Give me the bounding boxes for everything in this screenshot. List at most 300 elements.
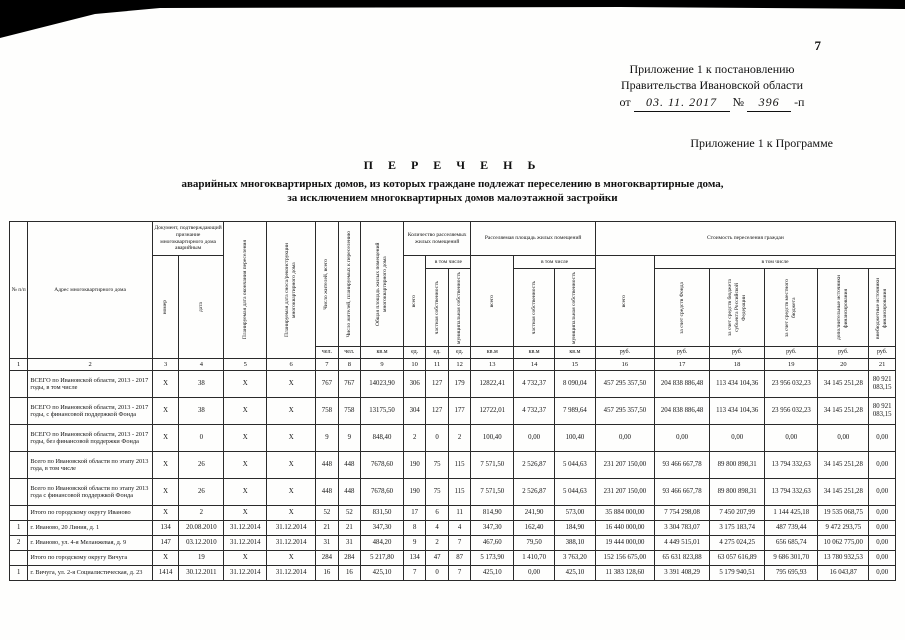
cell-c_loc: 487 739,44	[765, 521, 818, 536]
cell-doc_no: X	[152, 398, 179, 425]
cell-num: 1	[10, 521, 28, 536]
cell-c_reg: 113 434 104,36	[710, 398, 765, 425]
header-area-total: всего	[471, 256, 514, 347]
appendix-line-2: Правительства Ивановской области	[620, 77, 804, 92]
header-units-total: всего	[403, 256, 425, 347]
cell-res_total: 758	[316, 398, 338, 425]
cell-address: г. Иваново, 20 Линия, д. 1	[28, 521, 153, 536]
scan-artifact-top	[0, 0, 905, 42]
unit-label: кв.м	[471, 347, 514, 359]
cell-demolish: X	[267, 398, 316, 425]
unit-label: руб.	[869, 347, 896, 359]
cell-c_total: 457 295 357,50	[595, 398, 654, 425]
header-demolish-date: Планируемая дата сноса/реконструкции многоквартирного дома	[267, 222, 316, 359]
cell-u_mun: 115	[448, 452, 470, 479]
cell-address: Всего по Ивановской области по этапу 2013 года, в том числе	[28, 452, 153, 479]
title-line-3: за исключением многоквартирных домов малоэтажной застройки	[287, 192, 618, 205]
cell-c_total: 231 207 150,00	[595, 452, 654, 479]
cell-a_priv: 2 526,87	[514, 452, 555, 479]
cell-a_priv: 0,00	[514, 566, 555, 581]
cell-c_extra: 0,00	[869, 566, 896, 581]
cell-c_extra: 0,00	[869, 479, 896, 506]
cell-res_plan: 448	[338, 479, 360, 506]
col-number: 8	[338, 359, 360, 371]
cell-u_mun: 115	[448, 479, 470, 506]
cell-address: ВСЕГО по Ивановской области, 2013 - 2017 годы, без финансовой поддержки Фонда	[28, 425, 153, 452]
header-units-private: частная собственность	[426, 269, 448, 347]
cell-num	[10, 479, 28, 506]
header-doc-date: дата	[179, 256, 224, 359]
cell-resettle: X	[224, 398, 267, 425]
cell-doc_no: X	[152, 551, 179, 566]
page-number: 7	[814, 38, 821, 53]
cell-c_fund: 93 466 667,78	[655, 479, 710, 506]
header-cost-region: за счет средств бюджета субъекта Российской Федерации	[710, 269, 765, 347]
cell-res_plan: 448	[338, 452, 360, 479]
cell-c_fund: 4 449 515,01	[655, 536, 710, 551]
cell-a_total: 467,60	[471, 536, 514, 551]
cell-c_total: 19 444 000,00	[595, 536, 654, 551]
cell-num	[10, 452, 28, 479]
cell-resettle: X	[224, 479, 267, 506]
cell-c_extra: 0,00	[869, 536, 896, 551]
cell-area: 484,20	[361, 536, 404, 551]
table-row	[10, 566, 896, 581]
cell-c_fund: 204 838 886,48	[655, 398, 710, 425]
cell-c_total: 11 383 128,60	[595, 566, 654, 581]
cell-num: 1	[10, 566, 28, 581]
cell-u_total: 190	[403, 479, 425, 506]
table-row	[10, 479, 896, 506]
cell-demolish: X	[267, 425, 316, 452]
cell-u_priv: 127	[426, 398, 448, 425]
cell-a_mun: 573,00	[555, 506, 596, 521]
cell-u_mun: 7	[448, 566, 470, 581]
header-doc-group: Документ, подтверждающий признание многоквартирного дома аварийным	[152, 222, 223, 256]
cell-res_plan: 758	[338, 398, 360, 425]
cell-c_total: 35 884 000,00	[595, 506, 654, 521]
cell-doc_no: 1414	[152, 566, 179, 581]
cell-res_total: 448	[316, 452, 338, 479]
cell-a_total: 12722,01	[471, 398, 514, 425]
cell-resettle: X	[224, 371, 267, 398]
appendix-block	[587, 62, 837, 112]
cell-res_plan: 284	[338, 551, 360, 566]
header-resettle-date: Планируемая дата окончания переселения	[224, 222, 267, 359]
handwritten-date: 03. 11. 2017	[634, 95, 730, 112]
col-number: 2	[28, 359, 153, 371]
cell-res_plan: 16	[338, 566, 360, 581]
unit-label: руб.	[765, 347, 818, 359]
unit-label: ед.	[426, 347, 448, 359]
cell-res_plan: 767	[338, 371, 360, 398]
header-cost-incl: в том числе	[655, 256, 896, 269]
table-row	[10, 371, 896, 398]
cell-res_total: 284	[316, 551, 338, 566]
cell-demolish: 31.12.2014	[267, 536, 316, 551]
col-number: 12	[448, 359, 470, 371]
cell-a_priv: 162,40	[514, 521, 555, 536]
cell-a_total: 12822,41	[471, 371, 514, 398]
cell-c_add: 34 145 251,28	[818, 452, 869, 479]
cell-resettle: X	[224, 551, 267, 566]
cell-u_priv: 75	[426, 479, 448, 506]
unit-label: ед.	[403, 347, 425, 359]
cell-area: 347,30	[361, 521, 404, 536]
cell-demolish: X	[267, 551, 316, 566]
cell-c_total: 231 207 150,00	[595, 479, 654, 506]
cell-res_plan: 31	[338, 536, 360, 551]
cell-c_add: 0,00	[818, 425, 869, 452]
cell-c_reg: 7 450 207,99	[710, 506, 765, 521]
cell-doc_no: 134	[152, 521, 179, 536]
cell-res_plan: 21	[338, 521, 360, 536]
cell-c_add: 34 145 251,28	[818, 479, 869, 506]
col-number: 11	[426, 359, 448, 371]
cell-c_total: 0,00	[595, 425, 654, 452]
cell-u_mun: 7	[448, 536, 470, 551]
cell-c_reg: 89 800 898,31	[710, 452, 765, 479]
col-number: 15	[555, 359, 596, 371]
cell-a_total: 5 173,90	[471, 551, 514, 566]
unit-label: чел.	[338, 347, 360, 359]
cell-resettle: 31.12.2014	[224, 566, 267, 581]
cell-num	[10, 425, 28, 452]
cell-address: ВСЕГО по Ивановской области, 2013 - 2017 годы, в том числе	[28, 371, 153, 398]
cell-a_total: 347,30	[471, 521, 514, 536]
col-number: 4	[179, 359, 224, 371]
cell-u_priv: 47	[426, 551, 448, 566]
col-number: 16	[595, 359, 654, 371]
col-number: 1	[10, 359, 28, 371]
cell-res_total: 52	[316, 506, 338, 521]
cell-a_total: 814,90	[471, 506, 514, 521]
unit-label: руб.	[818, 347, 869, 359]
cell-resettle: 31.12.2014	[224, 521, 267, 536]
unit-label: ед.	[448, 347, 470, 359]
unit-label: руб.	[595, 347, 654, 359]
cell-u_total: 17	[403, 506, 425, 521]
header-cost-total: всего	[595, 256, 654, 347]
unit-label: кв.м	[555, 347, 596, 359]
title-word: П Е Р Е Ч Е Н Ь	[363, 158, 542, 172]
cell-c_extra: 0,00	[869, 551, 896, 566]
cell-u_priv: 75	[426, 452, 448, 479]
unit-label: чел.	[316, 347, 338, 359]
cell-doc_no: 147	[152, 536, 179, 551]
cell-doc_date: 26	[179, 479, 224, 506]
cell-demolish: X	[267, 371, 316, 398]
cell-c_loc: 1 144 425,18	[765, 506, 818, 521]
table-row	[10, 551, 896, 566]
cell-u_priv: 2	[426, 536, 448, 551]
cell-doc_date: 0	[179, 425, 224, 452]
cell-c_reg: 5 179 940,51	[710, 566, 765, 581]
unit-label: руб.	[710, 347, 765, 359]
cell-doc_date: 38	[179, 398, 224, 425]
handwritten-number: 396	[747, 95, 791, 112]
number-suffix: -п	[794, 95, 805, 110]
cell-num: 2	[10, 536, 28, 551]
header-cost-local: за счет средств местного бюджета	[765, 269, 818, 347]
cell-doc_no: X	[152, 371, 179, 398]
cell-u_mun: 179	[448, 371, 470, 398]
cell-c_fund: 93 466 667,78	[655, 452, 710, 479]
cell-c_fund: 3 304 783,07	[655, 521, 710, 536]
cell-u_mun: 177	[448, 398, 470, 425]
cell-c_total: 457 295 357,50	[595, 371, 654, 398]
appendix-line-1: Приложение 1 к постановлению	[629, 62, 795, 76]
header-doc-number: номер	[152, 256, 179, 359]
cell-res_plan: 9	[338, 425, 360, 452]
cell-a_total: 100,40	[471, 425, 514, 452]
header-area-municipal: муниципальная собственность	[555, 269, 596, 347]
cell-c_reg: 0,00	[710, 425, 765, 452]
cell-c_loc: 13 794 332,63	[765, 452, 818, 479]
cell-c_fund: 3 391 408,29	[655, 566, 710, 581]
table-row	[10, 425, 896, 452]
from-label: от	[619, 95, 631, 110]
cell-res_total: 31	[316, 536, 338, 551]
document-title	[0, 158, 905, 206]
cell-doc_no: X	[152, 479, 179, 506]
header-units-incl: в том числе	[426, 256, 471, 269]
table-row	[10, 452, 896, 479]
cell-res_plan: 52	[338, 506, 360, 521]
cell-area: 5 217,80	[361, 551, 404, 566]
cell-a_priv: 4 732,37	[514, 398, 555, 425]
cell-res_total: 448	[316, 479, 338, 506]
col-number: 17	[655, 359, 710, 371]
cell-num	[10, 506, 28, 521]
cell-doc_date: 38	[179, 371, 224, 398]
cell-res_total: 21	[316, 521, 338, 536]
col-number: 10	[403, 359, 425, 371]
cell-demolish: X	[267, 452, 316, 479]
appendix-program-line: Приложение 1 к Программе	[690, 136, 833, 150]
cell-c_add: 16 043,87	[818, 566, 869, 581]
cell-num	[10, 551, 28, 566]
header-num: № п/п	[10, 222, 28, 359]
cell-c_loc: 13 794 332,63	[765, 479, 818, 506]
cell-c_loc: 23 956 032,23	[765, 398, 818, 425]
cell-num	[10, 398, 28, 425]
cell-demolish: 31.12.2014	[267, 566, 316, 581]
cell-c_extra: 0,00	[869, 425, 896, 452]
cell-doc_date: 30.12.2011	[179, 566, 224, 581]
cell-doc_date: 19	[179, 551, 224, 566]
table-row	[10, 521, 896, 536]
unit-label: кв.м	[361, 347, 404, 359]
col-number: 7	[316, 359, 338, 371]
cell-c_add: 9 472 293,75	[818, 521, 869, 536]
cell-a_mun: 425,10	[555, 566, 596, 581]
header-residents-plan: Число жителей, планируемых к переселению	[338, 222, 360, 347]
cell-a_priv: 4 732,37	[514, 371, 555, 398]
header-area-group: Расселяемая площадь жилых помещений	[471, 222, 596, 256]
cell-address: г. Вичуга, ул. 2-я Социалистическая, д. 23	[28, 566, 153, 581]
cell-c_extra: 80 921 083,15	[869, 371, 896, 398]
cell-doc_date: 2	[179, 506, 224, 521]
cell-u_priv: 6	[426, 506, 448, 521]
cell-c_fund: 0,00	[655, 425, 710, 452]
col-number: 18	[710, 359, 765, 371]
order-number-line	[587, 95, 837, 112]
cell-c_extra: 0,00	[869, 452, 896, 479]
unit-label: руб.	[655, 347, 710, 359]
cell-address: Итого по городскому округу Вичуга	[28, 551, 153, 566]
header-area-incl: в том числе	[514, 256, 596, 269]
cell-area: 831,50	[361, 506, 404, 521]
cell-c_loc: 23 956 032,23	[765, 371, 818, 398]
cell-u_priv: 4	[426, 521, 448, 536]
header-cost-group: Стоимость переселения граждан	[595, 222, 895, 256]
header-address: Адрес многоквартирного дома	[28, 222, 153, 359]
cell-a_priv: 79,50	[514, 536, 555, 551]
table-row	[10, 506, 896, 521]
cell-c_reg: 4 275 024,25	[710, 536, 765, 551]
cell-u_priv: 0	[426, 425, 448, 452]
cell-resettle: 31.12.2014	[224, 536, 267, 551]
cell-c_reg: 3 175 183,74	[710, 521, 765, 536]
cell-c_add: 13 780 932,53	[818, 551, 869, 566]
cell-area: 425,10	[361, 566, 404, 581]
col-number: 9	[361, 359, 404, 371]
cell-c_loc: 0,00	[765, 425, 818, 452]
col-number: 14	[514, 359, 555, 371]
col-number: 3	[152, 359, 179, 371]
cell-c_fund: 7 754 298,08	[655, 506, 710, 521]
cell-res_total: 16	[316, 566, 338, 581]
cell-a_priv: 1 410,70	[514, 551, 555, 566]
cell-doc_no: X	[152, 425, 179, 452]
cell-c_fund: 204 838 886,48	[655, 371, 710, 398]
cell-area: 7678,60	[361, 452, 404, 479]
colnums-row	[10, 359, 896, 371]
cell-u_mun: 87	[448, 551, 470, 566]
cell-c_total: 16 440 000,00	[595, 521, 654, 536]
cell-a_mun: 8 090,04	[555, 371, 596, 398]
header-units-municipal: муниципальная собственность	[448, 269, 470, 347]
col-number: 19	[765, 359, 818, 371]
cell-demolish: X	[267, 479, 316, 506]
cell-demolish: X	[267, 506, 316, 521]
header-cost-fund: за счет средств Фонда	[655, 269, 710, 347]
cell-area: 848,40	[361, 425, 404, 452]
cell-area: 13175,50	[361, 398, 404, 425]
cell-area: 14023,90	[361, 371, 404, 398]
cell-a_total: 7 571,50	[471, 452, 514, 479]
cell-doc_date: 26	[179, 452, 224, 479]
cell-a_priv: 0,00	[514, 425, 555, 452]
cell-a_mun: 388,10	[555, 536, 596, 551]
cell-doc_no: X	[152, 452, 179, 479]
resettlement-table	[9, 221, 896, 581]
col-number: 21	[869, 359, 896, 371]
cell-u_total: 9	[403, 536, 425, 551]
cell-a_mun: 5 044,63	[555, 479, 596, 506]
cell-u_total: 7	[403, 566, 425, 581]
cell-c_loc: 9 686 301,70	[765, 551, 818, 566]
cell-u_mun: 11	[448, 506, 470, 521]
cell-c_extra: 0,00	[869, 521, 896, 536]
cell-c_extra: 0,00	[869, 506, 896, 521]
unit-label: кв.м	[514, 347, 555, 359]
cell-a_total: 7 571,50	[471, 479, 514, 506]
cell-doc_date: 20.08.2010	[179, 521, 224, 536]
header-units-group: Количество расселяемых жилых помещений	[403, 222, 470, 256]
cell-c_reg: 113 434 104,36	[710, 371, 765, 398]
cell-c_extra: 80 921 083,15	[869, 398, 896, 425]
cell-u_total: 134	[403, 551, 425, 566]
cell-res_total: 9	[316, 425, 338, 452]
header-total-area: Общая площадь жилых помещений многоквартирного дома	[361, 222, 404, 347]
cell-resettle: X	[224, 452, 267, 479]
cell-u_priv: 127	[426, 371, 448, 398]
cell-address: ВСЕГО по Ивановской области, 2013 - 2017 годы, с финансовой поддержкой Фонда	[28, 398, 153, 425]
cell-u_priv: 0	[426, 566, 448, 581]
cell-u_total: 306	[403, 371, 425, 398]
cell-num	[10, 371, 28, 398]
col-number: 6	[267, 359, 316, 371]
cell-c_add: 19 535 068,75	[818, 506, 869, 521]
col-number: 5	[224, 359, 267, 371]
cell-c_loc: 656 685,74	[765, 536, 818, 551]
cell-u_mun: 2	[448, 425, 470, 452]
header-residents-total: Число жителей, всего	[316, 222, 338, 347]
cell-u_total: 190	[403, 452, 425, 479]
cell-u_total: 8	[403, 521, 425, 536]
cell-area: 7678,60	[361, 479, 404, 506]
cell-a_total: 425,10	[471, 566, 514, 581]
header-area-private: частная собственность	[514, 269, 555, 347]
cell-a_mun: 7 989,64	[555, 398, 596, 425]
cell-c_total: 152 156 675,00	[595, 551, 654, 566]
cell-address: г. Иваново, ул. 4-я Меланжевая, д. 9	[28, 536, 153, 551]
table-row	[10, 536, 896, 551]
cell-a_mun: 3 763,20	[555, 551, 596, 566]
table-row	[10, 398, 896, 425]
cell-doc_no: X	[152, 506, 179, 521]
cell-res_total: 767	[316, 371, 338, 398]
cell-c_add: 34 145 251,28	[818, 398, 869, 425]
cell-a_priv: 241,90	[514, 506, 555, 521]
cell-c_reg: 63 057 616,89	[710, 551, 765, 566]
cell-doc_date: 03.12.2010	[179, 536, 224, 551]
cell-u_total: 2	[403, 425, 425, 452]
cell-address: Итого по городскому округу Иваново	[28, 506, 153, 521]
col-number: 20	[818, 359, 869, 371]
cell-resettle: X	[224, 425, 267, 452]
cell-c_fund: 65 631 823,88	[655, 551, 710, 566]
cell-u_mun: 4	[448, 521, 470, 536]
cell-address: Всего по Ивановской области по этапу 2013 года с финансовой поддержкой Фонда	[28, 479, 153, 506]
cell-resettle: X	[224, 506, 267, 521]
table-body	[10, 371, 896, 581]
cell-a_mun: 100,40	[555, 425, 596, 452]
cell-c_add: 34 145 251,28	[818, 371, 869, 398]
col-number: 13	[471, 359, 514, 371]
cell-u_total: 304	[403, 398, 425, 425]
number-label: №	[732, 95, 745, 110]
title-line-2: аварийных многоквартирных домов, из которых граждане подлежат переселению в многоквартирные дома,	[181, 178, 724, 190]
cell-a_priv: 2 526,87	[514, 479, 555, 506]
cell-c_add: 10 062 775,00	[818, 536, 869, 551]
cell-a_mun: 5 044,63	[555, 452, 596, 479]
cell-c_reg: 89 800 898,31	[710, 479, 765, 506]
cell-c_loc: 795 695,93	[765, 566, 818, 581]
cell-demolish: 31.12.2014	[267, 521, 316, 536]
